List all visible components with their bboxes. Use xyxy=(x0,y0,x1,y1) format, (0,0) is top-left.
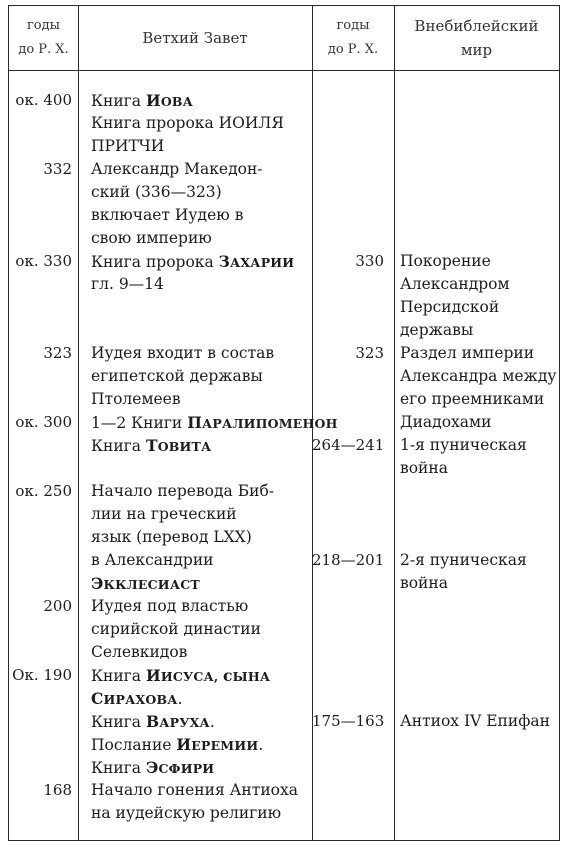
world-event-line: война xyxy=(400,574,448,592)
ot-event-line: лии на греческий xyxy=(91,505,237,523)
world-event-line: Антиох IV Епифан xyxy=(400,712,550,730)
ot-event-line: включает Иудею в xyxy=(91,206,244,224)
book-title-initial: З xyxy=(218,252,231,271)
ot-event-line: Начало гонения Антиоха xyxy=(91,781,298,799)
ot-event-line: в Александрии xyxy=(91,551,214,569)
ot-event-line: Книга пророка ЗАХАРИИ xyxy=(91,252,295,271)
ot-event-line: Книга ВАРУХА. xyxy=(91,712,215,731)
world-event-line: война xyxy=(400,459,448,477)
ot-year: 200 xyxy=(43,597,72,615)
ot-event-line: Послание ИЕРЕМИИ. xyxy=(91,735,264,754)
chronology-table xyxy=(8,5,560,841)
ot-event-line: на иудейскую религию xyxy=(91,804,282,822)
world-event-line: 1-я пуническая xyxy=(400,436,527,454)
ot-event-line: Иудея входит в состав xyxy=(91,344,275,362)
book-title-initial: И xyxy=(176,735,192,754)
header-divider xyxy=(9,70,559,71)
ot-year: ок. 330 xyxy=(15,252,72,270)
book-title: ПАРАЛИПОМЕНОН xyxy=(187,413,338,432)
ot-year: ок. 250 xyxy=(15,482,72,500)
ot-event-line: ПРИТЧИ xyxy=(91,137,165,155)
header-years-label: до Р. Х. xyxy=(18,42,69,57)
ot-event-line: гл. 9—14 xyxy=(91,275,164,293)
ot-year: 168 xyxy=(43,781,72,799)
book-title: СИРАХОВА xyxy=(91,689,178,708)
book-title-initial: П xyxy=(187,413,203,432)
ot-event-line: Книга ИИСУСА, сЫНА xyxy=(91,666,271,685)
header-years-right xyxy=(312,14,394,62)
ot-event-line: Селевкидов xyxy=(91,643,188,661)
ot-event-line: Александр Македон- xyxy=(91,160,263,178)
world-event-line: Диадохами xyxy=(400,413,492,431)
book-title-initial: С xyxy=(91,689,104,708)
header-years-label: годы xyxy=(27,18,60,33)
world-event-line: Покорение xyxy=(400,252,491,270)
world-event-line: Раздел империи xyxy=(400,344,535,362)
column-divider xyxy=(78,6,79,840)
ot-year: ок. 400 xyxy=(15,91,72,109)
ot-event-line: 1—2 Книги ПАРАЛИПОМЕНОН xyxy=(91,413,338,432)
ot-event-line: египетской державы xyxy=(91,367,263,385)
ot-event-line: СИРАХОВА. xyxy=(91,689,183,708)
book-title-initial: Э xyxy=(91,574,104,593)
column-divider xyxy=(394,6,395,840)
world-event-line: Персидской xyxy=(400,298,500,316)
ot-event-line: Иудея под властью xyxy=(91,597,249,615)
ot-year: Ок. 190 xyxy=(12,666,72,684)
book-title-initial: И xyxy=(145,666,161,685)
ot-event-line: язык (перевод LXX) xyxy=(91,528,252,546)
book-title: ВАРУХА xyxy=(145,712,210,731)
header-extra-biblical-world xyxy=(394,14,559,62)
ot-event-line: свою империю xyxy=(91,229,212,247)
book-title-initial: с xyxy=(222,666,233,685)
ot-year: 332 xyxy=(43,160,72,178)
world-year: 330 xyxy=(355,252,384,270)
header-world-label: мир xyxy=(460,41,493,59)
header-years-left xyxy=(9,14,78,62)
book-title: ЭСФИРИ xyxy=(145,758,215,777)
world-event-line: Александра между xyxy=(400,367,557,385)
book-title-initial: В xyxy=(145,712,160,731)
ot-event-line: Книга ИОВА xyxy=(91,91,194,110)
ot-event-line: сирийской династии xyxy=(91,620,261,638)
book-title: ЭККЛЕСИАСТ xyxy=(91,574,200,593)
book-title: ЗАХАРИИ xyxy=(218,252,295,271)
world-event-line: 2-я пуническая xyxy=(400,551,527,569)
world-event-line: Александром xyxy=(400,275,510,293)
header-years-label: годы xyxy=(336,18,370,33)
world-year: 264—241 xyxy=(312,436,385,454)
ot-event-line: ский (336—323) xyxy=(91,183,222,201)
ot-event-line: Книга ЭСФИРИ xyxy=(91,758,215,777)
ot-event-line: Книга ТОВИТА xyxy=(91,436,212,455)
book-title: ТОВИТА xyxy=(145,436,212,455)
book-title-initial: И xyxy=(145,91,161,110)
world-year: 218—201 xyxy=(312,551,385,569)
book-title-initial: Т xyxy=(145,436,158,455)
header-world-label: Внебиблейский xyxy=(414,17,539,35)
world-event-line: державы xyxy=(400,321,474,339)
ot-event-line: Птолемеев xyxy=(91,390,181,408)
header-years-label: до Р. Х. xyxy=(327,42,379,57)
ot-year: 323 xyxy=(43,344,72,362)
ot-event-line: Начало перевода Биб- xyxy=(91,482,275,500)
ot-event-line: Книга пророка ИОИЛЯ xyxy=(91,114,284,132)
book-title-initial: Э xyxy=(145,758,159,777)
header-old-testament: Ветхий Завет xyxy=(142,29,248,47)
book-title: ИОВА xyxy=(145,91,194,110)
ot-event-line xyxy=(91,572,200,596)
world-event-line: его преемниками xyxy=(400,390,545,408)
book-title: ИИСУСА, сЫНА xyxy=(145,666,271,685)
world-year: 323 xyxy=(355,344,384,362)
world-year: 175—163 xyxy=(312,712,385,730)
book-title: ИЕРЕМИИ xyxy=(176,735,259,754)
ot-year: ок. 300 xyxy=(15,413,72,431)
